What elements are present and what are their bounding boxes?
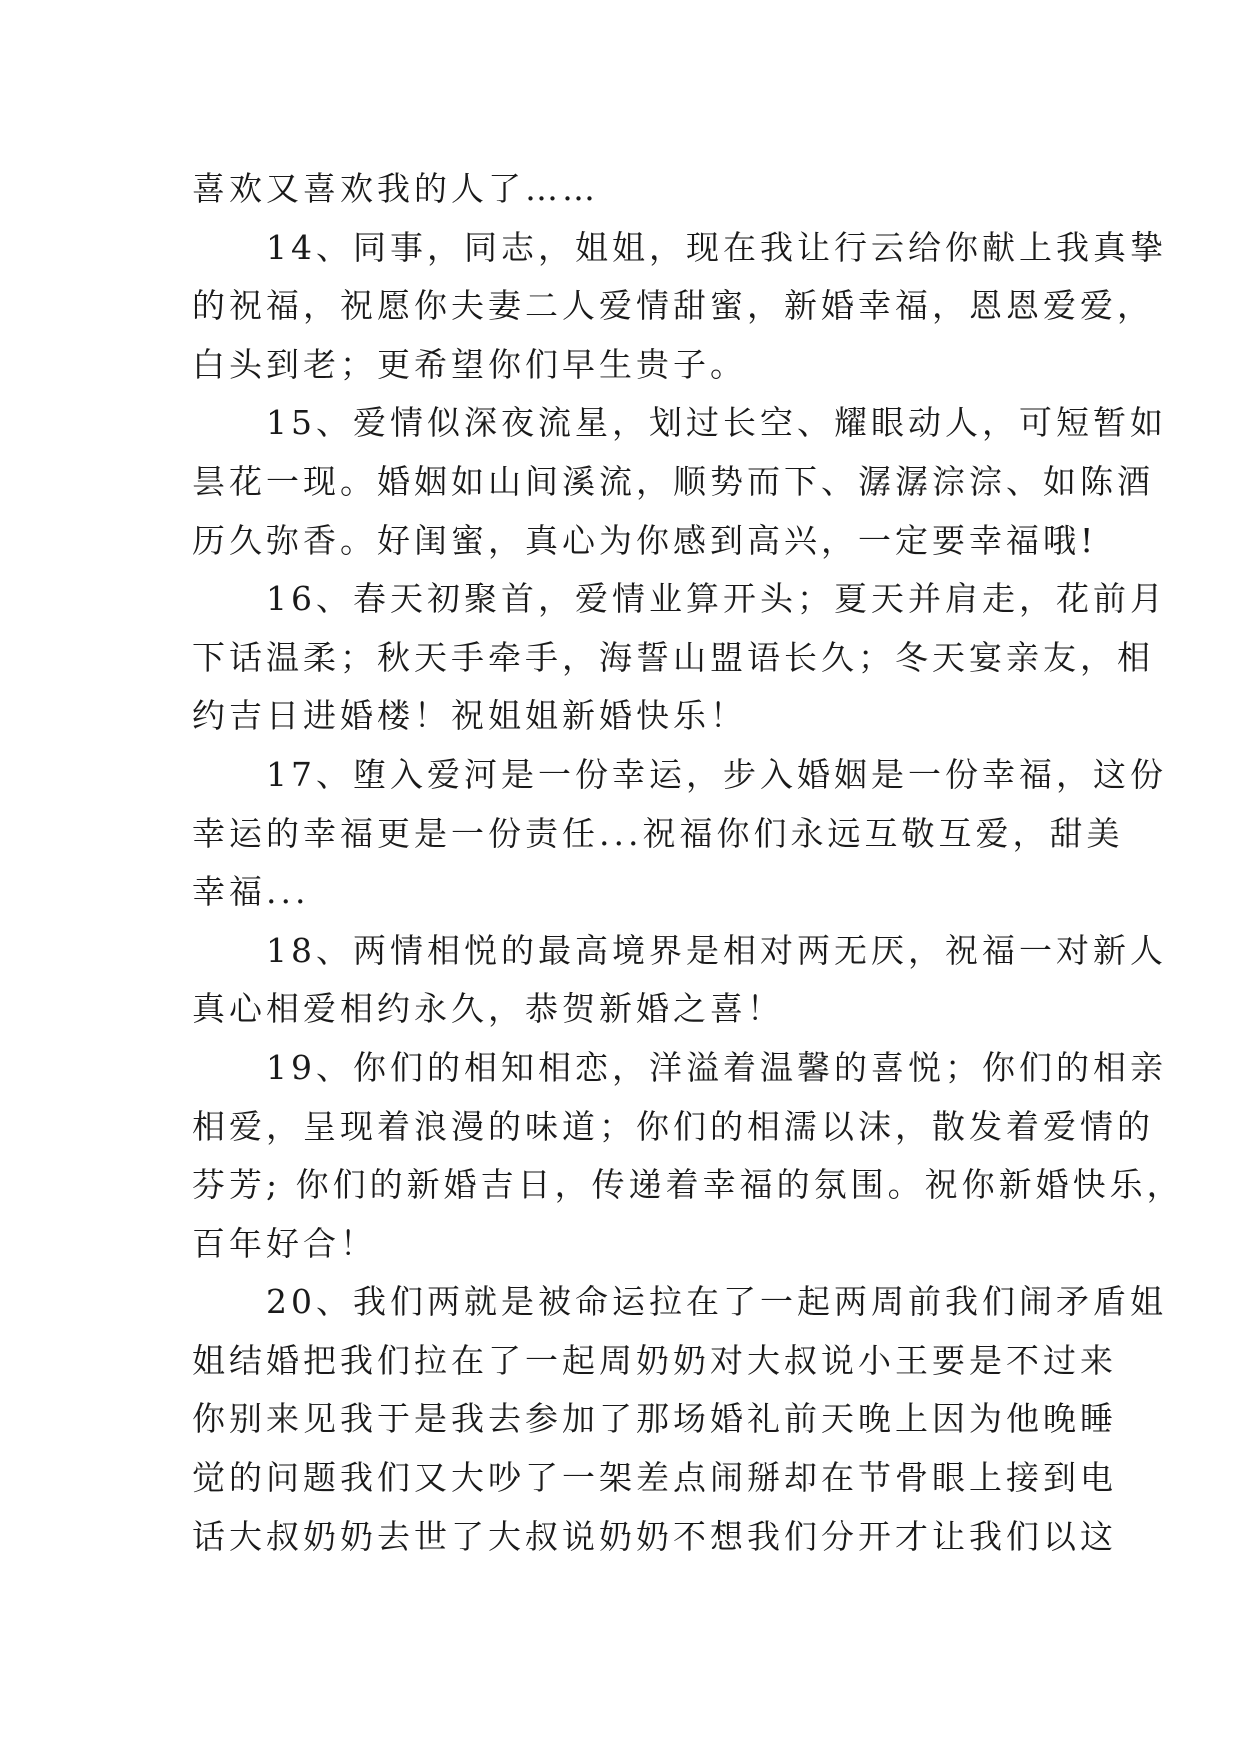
text-line: 约吉日进婚楼！祝姐姐新婚快乐！ — [192, 696, 747, 736]
text-line: 20、我们两就是被命运拉在了一起两周前我们闹矛盾姐 — [192, 1282, 1167, 1322]
text-line: 昙花一现。婚姻如山间溪流，顺势而下、潺潺淙淙、如陈酒 — [192, 461, 1154, 501]
text-line: 相爱，呈现着浪漫的味道；你们的相濡以沫，散发着爱情的 — [192, 1106, 1154, 1146]
text-line: 的祝福，祝愿你夫妻二人爱情甜蜜，新婚幸福，恩恩爱爱， — [192, 286, 1154, 326]
text-line: 觉的问题我们又大吵了一架差点闹掰却在节骨眼上接到电 — [192, 1458, 1117, 1498]
text-line: 幸福... — [192, 872, 310, 912]
text-line: 喜欢又喜欢我的人了…… — [192, 169, 599, 208]
text-line: 17、堕入爱河是一份幸运，步入婚姻是一份幸福，这份 — [192, 754, 1167, 794]
text-line: 幸运的幸福更是一份责任...祝福你们永远互敬互爱，甜美 — [192, 813, 1124, 853]
text-line: 16、春天初聚首，爱情业算开头；夏天并肩走，花前月 — [192, 579, 1167, 619]
text-line: 14、同事，同志，姐姐，现在我让行云给你献上我真挚 — [192, 227, 1167, 267]
text-line: 19、你们的相知相恋，洋溢着温馨的喜悦；你们的相亲 — [192, 1047, 1167, 1087]
text-line: 下话温柔；秋天手牵手，海誓山盟语长久；冬天宴亲友，相 — [192, 637, 1154, 677]
text-line: 芬芳; 你们的新婚吉日，传递着幸福的氛围。祝你新婚快乐， — [192, 1165, 1184, 1205]
text-line: 15、爱情似深夜流星，划过长空、耀眼动人，可短暂如 — [192, 403, 1167, 443]
text-line: 白头到老；更希望你们早生贵子。 — [192, 344, 747, 384]
text-line: 真心相爱相约永久，恭贺新婚之喜！ — [192, 989, 784, 1029]
text-line: 18、两情相悦的最高境界是相对两无厌，祝福一对新人 — [192, 930, 1167, 970]
text-line: 历久弥香。好闺蜜，真心为你感到高兴，一定要幸福哦! — [192, 520, 1098, 560]
text-line: 百年好合！ — [192, 1223, 377, 1263]
document-body — [192, 160, 1184, 1566]
text-line: 姐结婚把我们拉在了一起周奶奶对大叔说小王要是不过来 — [192, 1340, 1117, 1380]
text-line: 你别来见我于是我去参加了那场婚礼前天晚上因为他晚睡 — [192, 1399, 1117, 1439]
text-line: 话大叔奶奶去世了大叔说奶奶不想我们分开才让我们以这 — [192, 1516, 1117, 1556]
